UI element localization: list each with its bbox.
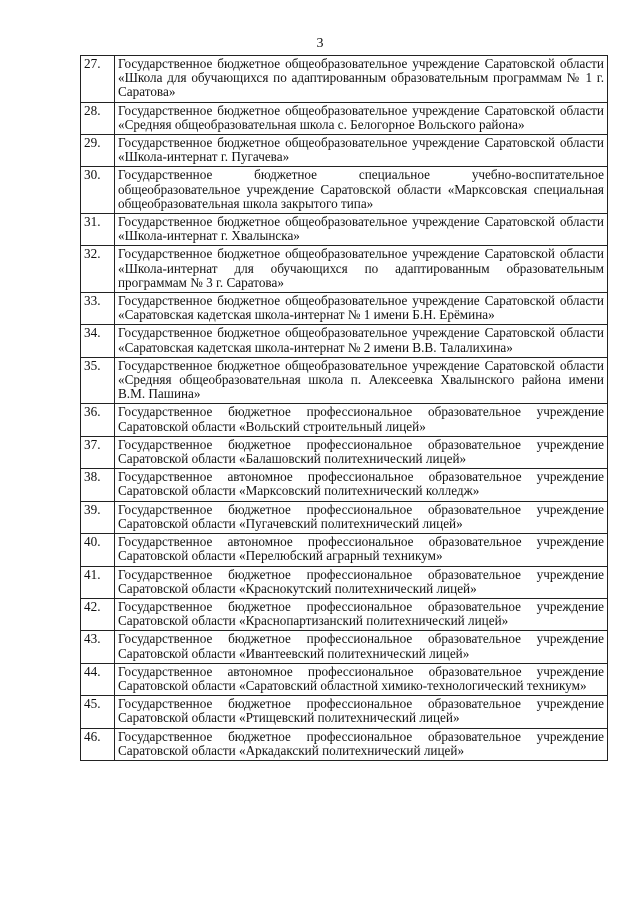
institution-name: Государственное бюджетное профессиональное образовательное учреждение Саратовской области «Пугачевский политехнический лицей» (115, 501, 608, 533)
table-row (81, 325, 608, 357)
institution-name: Государственное бюджетное профессиональное образовательное учреждение Саратовской области «Краснокутский политехнический лицей» (115, 566, 608, 598)
institution-name: Государственное бюджетное общеобразовательное учреждение Саратовской области «Саратовская кадетская школа-интернат № 1 имени Б.Н. Ерёмина» (115, 293, 608, 325)
institutions-table-body (81, 56, 608, 761)
row-number: 37. (81, 436, 115, 468)
table-row (81, 102, 608, 134)
row-number: 42. (81, 598, 115, 630)
institution-name: Государственное бюджетное профессиональное образовательное учреждение Саратовской области «Краснопартизанский политехнический лицей» (115, 598, 608, 630)
row-number: 28. (81, 102, 115, 134)
row-number: 31. (81, 214, 115, 246)
row-number: 38. (81, 469, 115, 501)
institution-name: Государственное автономное профессиональное образовательное учреждение Саратовской области «Саратовский областной химико-технологический техникум» (115, 663, 608, 695)
table-row (81, 598, 608, 630)
table-row (81, 534, 608, 566)
row-number: 40. (81, 534, 115, 566)
table-row (81, 566, 608, 598)
table-row (81, 501, 608, 533)
institution-name: Государственное бюджетное профессиональное образовательное учреждение Саратовской области «Балашовский политехнический лицей» (115, 436, 608, 468)
institution-name: Государственное бюджетное общеобразовательное учреждение Саратовской области «Средняя общеобразовательная школа п. Алексеевка Хвалынского района имени В.М. Пашина» (115, 357, 608, 404)
row-number: 33. (81, 293, 115, 325)
institution-name: Государственное бюджетное профессиональное образовательное учреждение Саратовской области «Вольский строительный лицей» (115, 404, 608, 436)
table-row (81, 631, 608, 663)
row-number: 44. (81, 663, 115, 695)
row-number: 36. (81, 404, 115, 436)
row-number: 35. (81, 357, 115, 404)
table-row (81, 728, 608, 760)
row-number: 39. (81, 501, 115, 533)
row-number: 30. (81, 167, 115, 214)
table-row (81, 469, 608, 501)
institution-name: Государственное бюджетное профессиональное образовательное учреждение Саратовской области «Аркадакский политехнический лицей» (115, 728, 608, 760)
table-row (81, 404, 608, 436)
table-row (81, 167, 608, 214)
row-number: 43. (81, 631, 115, 663)
institutions-table (80, 55, 608, 761)
institution-name: Государственное автономное профессиональное образовательное учреждение Саратовской области «Перелюбский аграрный техникум» (115, 534, 608, 566)
table-row (81, 696, 608, 728)
row-number: 45. (81, 696, 115, 728)
row-number: 27. (81, 56, 115, 103)
table-row (81, 214, 608, 246)
institution-name: Государственное бюджетное общеобразовательное учреждение Саратовской области «Школа-интернат г. Хвалынска» (115, 214, 608, 246)
row-number: 32. (81, 246, 115, 293)
institution-name: Государственное бюджетное общеобразовательное учреждение Саратовской области «Школа-интернат для обучающихся по адаптированным образовательным программам № 3 г. Саратова» (115, 246, 608, 293)
table-row (81, 135, 608, 167)
institution-name: Государственное бюджетное профессиональное образовательное учреждение Саратовской области «Ивантеевский политехнический лицей» (115, 631, 608, 663)
row-number: 34. (81, 325, 115, 357)
row-number: 41. (81, 566, 115, 598)
table-row (81, 663, 608, 695)
institution-name: Государственное бюджетное профессиональное образовательное учреждение Саратовской области «Ртищевский политехнический лицей» (115, 696, 608, 728)
page-number: 3 (316, 36, 324, 51)
row-number: 29. (81, 135, 115, 167)
institution-name: Государственное бюджетное общеобразовательное учреждение Саратовской области «Школа-интернат г. Пугачева» (115, 135, 608, 167)
table-row (81, 56, 608, 103)
table-row (81, 293, 608, 325)
table-row (81, 246, 608, 293)
institution-name: Государственное автономное профессиональное образовательное учреждение Саратовской области «Марксовский политехнический колледж» (115, 469, 608, 501)
institution-name: Государственное бюджетное общеобразовательное учреждение Саратовской области «Саратовская кадетская школа-интернат № 2 имени В.В. Талалихина» (115, 325, 608, 357)
institution-name: Государственное бюджетное специальное учебно-воспитательное общеобразовательное учреждение Саратовской области «Марксовская специальная общеобразовательная школа закрытого типа» (115, 167, 608, 214)
institution-name: Государственное бюджетное общеобразовательное учреждение Саратовской области «Школа для обучающихся по адаптированным образовательным программам № 1 г. Саратова» (115, 56, 608, 103)
institution-name: Государственное бюджетное общеобразовательное учреждение Саратовской области «Средняя общеобразовательная школа с. Белогорное Вольского района» (115, 102, 608, 134)
row-number: 46. (81, 728, 115, 760)
table-row (81, 357, 608, 404)
table-row (81, 436, 608, 468)
